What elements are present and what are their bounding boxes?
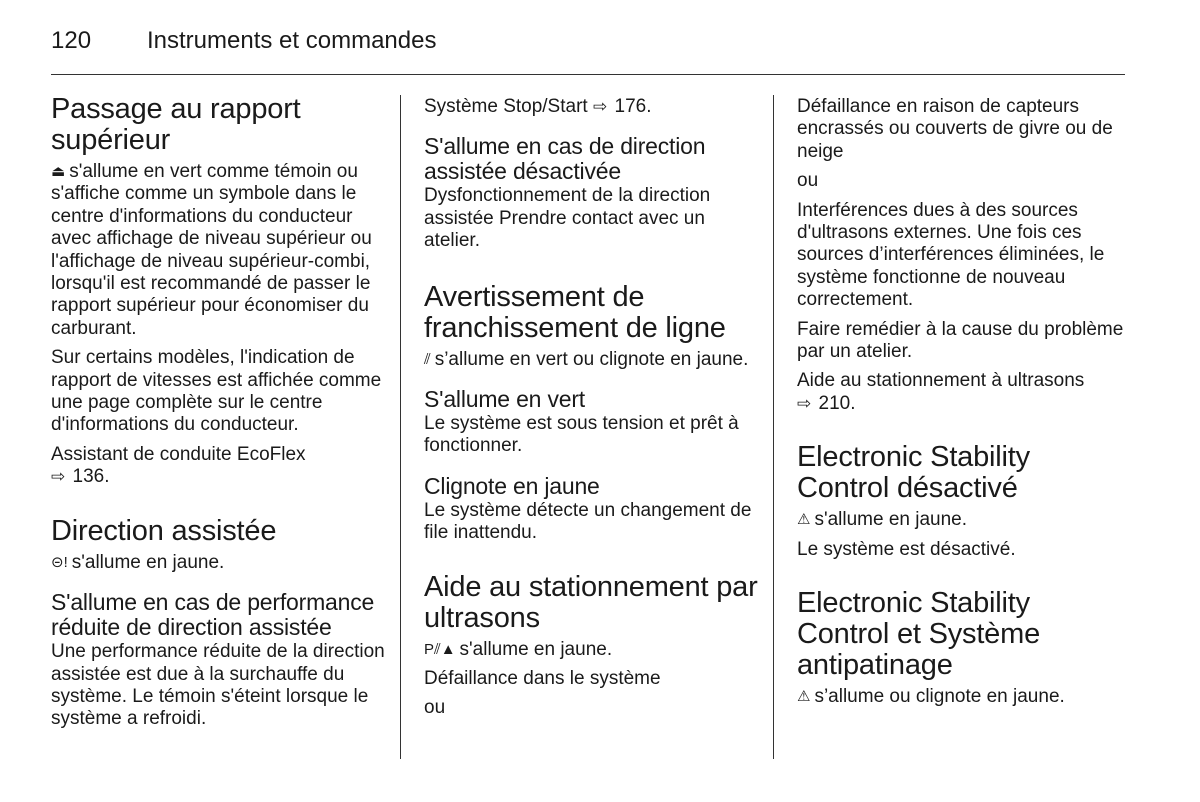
esc-off-icon: ⚠ (797, 511, 811, 529)
flash-yellow-text: Le système détecte un changement de file inattendu. (424, 499, 752, 544)
esc-off-text: ⚠ s'allume en jaune. (797, 509, 968, 531)
parking-ref-text: Aide au stationnement à ultrasons ⇨ 210. (797, 370, 1085, 414)
subheading-green: S'allume en vert (424, 386, 585, 413)
page-ref-icon: ⇨ (51, 467, 66, 487)
heading-upshift: Passage au rapport supérieur (51, 93, 301, 156)
column-1 (51, 94, 385, 731)
subheading-steering-disabled: S'allume en cas de direction assistée désactivée (424, 133, 706, 185)
upshift-text: ⏏ s'allume en vert comme témoin ou s'affiche comme un symbole dans le centre d'informations du conducteur avec affichage de niveau supérieur ou l'affichage de niveau supérieur-combi, lorsqu'il est recommandé de passer le rapport supérieur pour économiser du carburant. (51, 161, 372, 339)
esc-traction-text: ⚠ s’allume ou clignote en jaune. (797, 686, 1065, 708)
page-ref-icon: ⇨ (797, 393, 812, 413)
subheading-reduced-steering: S'allume en cas de performance réduite de direction assistée (51, 589, 375, 641)
page-ref: 210. (818, 392, 856, 414)
column-3 (797, 96, 1129, 709)
parking-assist-icon: P⫽▲ (424, 640, 456, 658)
stop-start-text: Système Stop/Start ⇨ 176. (424, 96, 652, 117)
repair-text: Faire remédier à la cause du problème par un atelier. (797, 318, 1124, 363)
page-title: Instruments et commandes (147, 27, 437, 54)
heading-power-steering: Direction assistée (51, 514, 277, 547)
column-divider-2 (773, 95, 774, 759)
or-text: ou (424, 697, 446, 719)
column-2 (424, 96, 759, 720)
system-failure-text: Défaillance dans le système (424, 668, 661, 690)
heading-parking-assist: Aide au stationnement par ultrasons (424, 570, 758, 634)
page-number: 120 (51, 27, 92, 54)
steering-disabled-text: Dysfonctionnement de la direction assistée Prendre contact avec un atelier. (424, 185, 711, 252)
or-text: ou (797, 170, 819, 192)
upshift-icon: ⏏ (51, 163, 66, 180)
column-divider-1 (400, 95, 401, 759)
header-rule (51, 74, 1125, 75)
parking-assist-text: P⫽▲ s'allume en jaune. (424, 638, 613, 660)
interference-text: Interférences dues à des sources d'ultrasons externes. Une fois ces sources d’interférences éliminées, le système fonctionne de nouveau correctement. (797, 199, 1105, 311)
lane-departure-icon: ⫽ (424, 350, 431, 368)
page-ref: 136. (72, 466, 110, 488)
esc-traction-icon: ⚠ (797, 688, 811, 706)
page-ref-icon: ⇨ (592, 97, 608, 116)
sensor-failure-text: Défaillance en raison de capteurs encrassés ou couverts de givre ou de neige (797, 96, 1113, 162)
subheading-flash-yellow: Clignote en jaune (424, 472, 600, 499)
green-text: Le système est sous tension et prêt à fonctionner. (424, 413, 739, 457)
esc-disabled-text: Le système est désactivé. (797, 538, 1016, 560)
heading-lane-departure: Avertissement de franchissement de ligne (424, 280, 726, 344)
heading-esc-off: Electronic Stability Control désactivé (797, 441, 1030, 505)
lane-departure-text: ⫽ s’allume en vert ou clignote en jaune. (424, 348, 749, 370)
upshift-gear-text: Sur certains modèles, l'indication de rapport de vitesses est affichée comme une page complète sur le centre d'informations du conducteur. (51, 347, 382, 436)
heading-esc-traction: Electronic Stability Control et Système antipatinage (797, 587, 1040, 682)
page-header (51, 26, 436, 56)
power-steering-text: ⊝! s'allume en jaune. (51, 551, 225, 573)
reduced-steering-text: Une performance réduite de la direction assistée est due à la surchauffe du système. Le témoin s'éteint lorsque le système a refroidi. (51, 641, 385, 730)
power-steering-icon: ⊝! (51, 553, 68, 571)
page-ref: 176. (614, 96, 652, 117)
ecoflex-text: Assistant de conduite EcoFlex ⇨ 136. (51, 443, 306, 488)
